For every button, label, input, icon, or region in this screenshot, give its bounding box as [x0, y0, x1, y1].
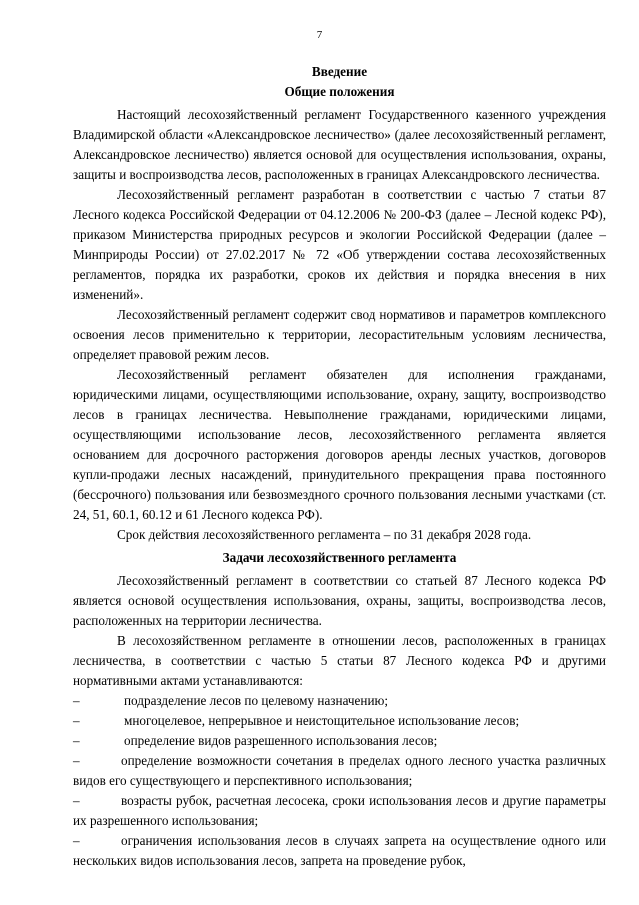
list-item — [73, 731, 606, 751]
document-body — [73, 60, 606, 871]
paragraph-5: Срок действия лесохозяйственного регламента – по 31 декабря 2028 года. — [117, 527, 532, 542]
list-item-text: ограничения использования лесов в случаях запрета на осуществление одного или нескольких видов использования лесов, запрета на проведение рубок, — [73, 833, 606, 868]
section-title-general: Общие положения — [284, 84, 395, 99]
tasks-paragraph-1: Лесохозяйственный регламент в соответствии со статьей 87 Лесного кодекса РФ является основой осуществления использования, охраны, защиты, воспроизводства лесов, расположенных на территории лесничества. — [73, 573, 606, 628]
list-item-text: определение возможности сочетания в пределах одного лесного участка различных видов его существующего и перспективного использования; — [73, 753, 606, 788]
list-item-text: подразделение лесов по целевому назначению; — [124, 693, 389, 708]
list-dash: – — [73, 833, 80, 848]
list-item-text: многоцелевое, непрерывное и неистощительное использование лесов; — [124, 713, 520, 728]
list-item — [73, 831, 606, 871]
list-item — [73, 691, 606, 711]
list-item — [73, 751, 606, 791]
section-title-tasks: Задачи лесохозяйственного регламента — [222, 550, 457, 565]
section-title-intro: Введение — [311, 64, 368, 79]
paragraph-4: Лесохозяйственный регламент обязателен для исполнения гражданами, юридическими лицами, осуществляющими использование, охрану, защиту, воспроизводство лесов в границах лесничества. Невыполнение гражданами, юридическими лицами, осуществляющими использование лесов, лесохозяйственного регламента является основанием для досрочного расторжения договоров аренды лесных участков, договоров купли-продажи лесных насаждений, принудительного прекращения права постоянного (бессрочного) пользования или безвозмездного срочного пользования лесными участками (ст. 24, 51, 60.1, 60.12 и 61 Лесного кодекса РФ). — [73, 367, 606, 522]
list-dash: – — [73, 793, 80, 808]
paragraph-1: Настоящий лесохозяйственный регламент Государственного казенного учреждения Владимирской области «Александровское лесничество» (далее лесохозяйственный регламент, Александровское лесничество) является основой для осуществления использования, охраны, защиты и воспроизводства лесов, расположенных в границах Александровского лесничества. — [73, 107, 606, 182]
paragraph-3: Лесохозяйственный регламент содержит свод нормативов и параметров комплексного освоения лесов применительно к территории, лесорастительным условиям лесничества, определяет правовой режим лесов. — [73, 307, 606, 362]
tasks-paragraph-2: В лесохозяйственном регламенте в отношении лесов, расположенных в границах лесничества, в соответствии с частью 5 статьи 87 Лесного кодекса РФ и другими нормативными актами устанавливаются: — [73, 633, 606, 688]
page-number: 7 — [316, 29, 323, 41]
list-item — [73, 791, 606, 831]
list-dash: – — [73, 713, 80, 728]
list-item — [73, 711, 606, 731]
list-item-text: возрасты рубок, расчетная лесосека, сроки использования лесов и другие параметры их разрешенного использования; — [73, 793, 606, 828]
list-dash: – — [73, 693, 80, 708]
list-dash: – — [73, 753, 80, 768]
list-item-text: определение видов разрешенного использования лесов; — [124, 733, 438, 748]
list-dash: – — [73, 733, 80, 748]
paragraph-2: Лесохозяйственный регламент разработан в соответствии с частью 7 статьи 87 Лесного кодекса Российской Федерации от 04.12.2006 № 200-ФЗ (далее – Лесной кодекс РФ), приказом Министерства природных ресурсов и экологии Российской Федерации (далее – Минприроды России) от 27.02.2017 № 72 «Об утверждении состава лесохозяйственных регламентов, порядка их разработки, сроков их действия и порядка внесения в них изменений». — [73, 187, 606, 302]
